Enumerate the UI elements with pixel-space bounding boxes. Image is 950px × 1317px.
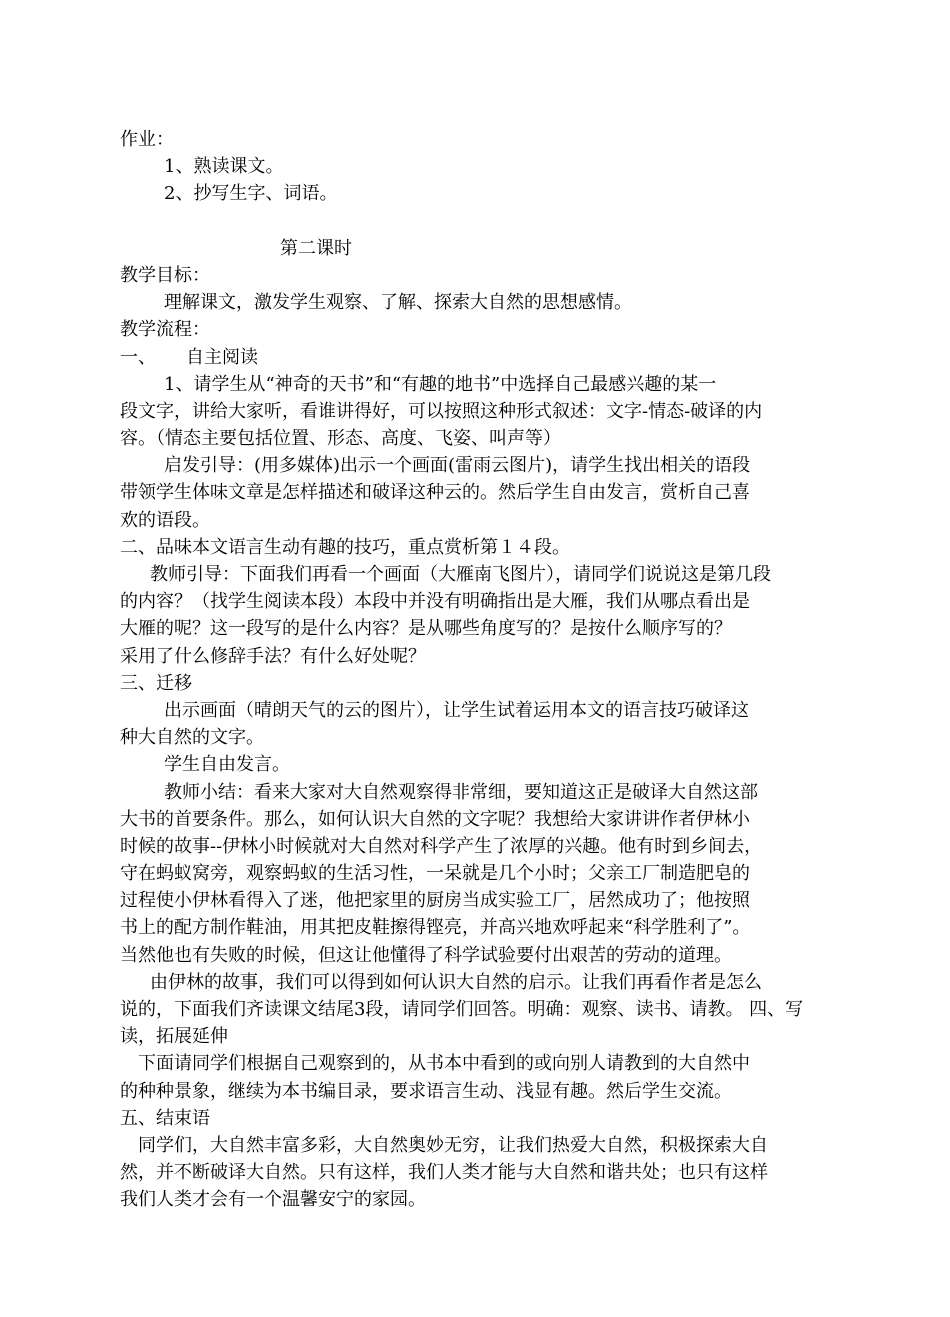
paragraph-line: 容。（情态主要包括位置、形态、高度、飞姿、叫声等） [120,428,561,450]
paragraph-line: 出示画面（晴朗天气的云的图片），让学生试着运用本文的语言技巧破译这 [164,699,749,721]
paragraph-line: 教师小结：看来大家对大自然观察得非常细，要知道这正是破译大自然这部 [164,781,758,803]
paragraph-line: 读，拓展延伸 [120,1026,228,1048]
section-2-heading: 二、品味本文语言生动有趣的技巧，重点赏析第１４段。 [120,536,570,558]
paragraph-line: 大书的首要条件。那么，如何认识大自然的文字呢？我想给大家讲讲作者伊林小 [120,808,750,830]
paragraph-line: 过程使小伊林看得入了迷，他把家里的厨房当成实验工厂，居然成功了；他按照 [120,890,750,912]
homework-heading: 作业： [120,129,174,150]
paragraph-line: 说的，下面我们齐读课文结尾3段，请同学们回答。明确：观察、读书、请教。 四、写 [120,999,804,1020]
paragraph-line: 大雁的呢？这一段写的是什么内容？是从哪些角度写的？是按什么顺序写的？ [120,618,732,640]
paragraph-line: 下面请同学们根据自己观察到的，从书本中看到的或向别人请教到的大自然中 [138,1053,750,1075]
paragraph-line: 教师引导：下面我们再看一个画面（大雁南飞图片），请同学们说说这是第几段 [150,564,771,585]
section-1-heading [120,344,832,371]
paragraph-line: 的种种景象，继续为本书编目录，要求语言生动、浅显有趣。然后学生交流。 [120,1080,732,1102]
paragraph-line: 的内容？（找学生阅读本段）本段中并没有明确指出是大雁，我们从哪点看出是 [120,591,750,613]
paragraph-line: 然，并不断破译大自然。只有这样，我们人类才能与大自然和谐共处；也只有这样 [120,1162,768,1184]
paragraph-line: 种大自然的文字。 [120,727,264,749]
paragraph-line: 由伊林的故事，我们可以得到如何认识大自然的启示。让我们再看作者是怎么 [150,971,762,993]
goal-heading: 教学目标： [120,264,210,286]
paragraph-line: 带领学生体味文章是怎样描述和破译这种云的。然后学生自由发言，赏析自己喜 [120,482,750,504]
paragraph-line: 守在蚂蚁窝旁，观察蚂蚁的生活习性，一呆就是几个小时；父亲工厂制造肥皂的 [120,863,750,885]
homework-item: 2、抄写生字、词语。 [164,183,338,205]
paragraph-line: 同学们，大自然丰富多彩，大自然奥妙无穷，让我们热爱大自然，积极探索大自 [138,1134,768,1156]
section-3-heading: 三、迁移 [120,672,192,694]
paragraph-line: 当然他也有失败的时候，但这让他懂得了科学试验要付出艰苦的劳动的道理。 [120,944,732,966]
paragraph-line: 书上的配方制作鞋油，用其把皮鞋擦得铿亮，并高兴地欢呼起来“科学胜利了”。 [120,917,751,939]
paragraph-line: 段文字，讲给大家听，看谁讲得好，可以按照这种形式叙述：文字-情态-破译的内 [120,400,763,422]
blank-line [120,208,832,235]
section-1-title: 自主阅读 [186,346,258,368]
section-1-number: 一、 [120,346,156,368]
goal-text: 理解课文，激发学生观察、了解、探索大自然的思想感情。 [164,292,632,314]
paragraph-line: 启发引导：(用多媒体)出示一个画面(雷雨云图片)，请学生找出相关的语段 [164,455,751,477]
homework-item: 1、熟读课文。 [164,156,284,178]
document-page [120,126,832,1214]
lesson-title: 第二课时 [280,237,352,259]
section-5-heading: 五、结束语 [120,1107,210,1129]
paragraph-line: 1、请学生从“神奇的天书”和“有趣的地书”中选择自己最感兴趣的某一 [164,373,717,395]
paragraph-line: 时候的故事--伊林小时候就对大自然对科学产生了浓厚的兴趣。他有时到乡间去， [120,835,763,857]
paragraph-line: 学生自由发言。 [164,754,290,776]
paragraph-line: 我们人类才会有一个温馨安宁的家园。 [120,1189,426,1211]
paragraph-line: 采用了什么修辞手法？有什么好处呢？ [120,645,426,667]
flow-heading: 教学流程： [120,319,210,341]
paragraph-line: 欢的语段。 [120,509,210,531]
